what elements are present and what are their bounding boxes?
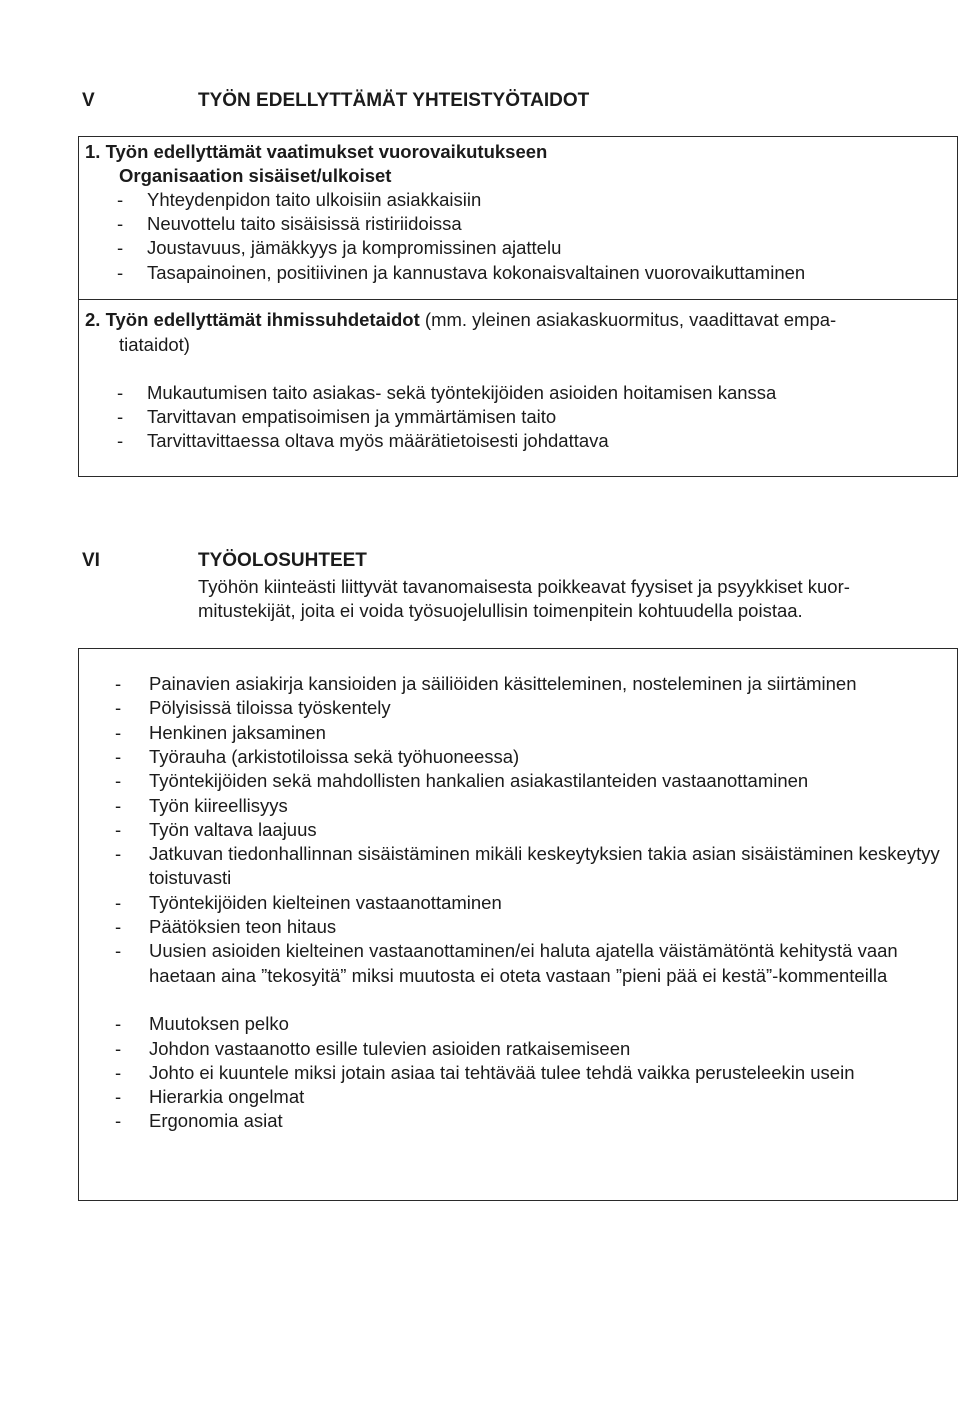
list-item-text: Henkinen jaksaminen bbox=[149, 721, 326, 743]
section-v-title: TYÖN EDELLYTTÄMÄT YHTEISTYÖTAIDOT bbox=[198, 90, 590, 111]
list-item: Mukautumisen taito asiakas- sekä työntekijöiden asioiden hoitamisen kanssa bbox=[147, 382, 777, 403]
part1-heading: 1. Työn edellyttämät vaatimukset vuorovaikutukseen bbox=[85, 141, 548, 162]
part2-heading-bold: 2. Työn edellyttämät ihmissuhdetaidot bbox=[85, 309, 420, 330]
list-bullet: - bbox=[115, 940, 122, 962]
list-bullet: - bbox=[117, 213, 124, 234]
interaction-requirements-box bbox=[78, 136, 958, 477]
list-item-text: Jatkuvan tiedonhallinnan sisäistäminen mikäli keskeytyksien takia asian sisäistäminen keskeytyy toistuvasti bbox=[149, 843, 940, 889]
list-bullet: - bbox=[117, 189, 124, 210]
list-bullet: - bbox=[115, 1061, 122, 1083]
list-item-text: Päätöksien teon hitaus bbox=[149, 916, 337, 937]
list-item-text: Työntekijöiden sekä mahdollisten hankalien asiakastilanteiden vastaanottaminen bbox=[149, 770, 809, 792]
list-bullet: - bbox=[115, 843, 122, 865]
list-bullet: - bbox=[117, 406, 124, 427]
list-bullet: - bbox=[117, 237, 124, 258]
list-item-text: Työntekijöiden kielteinen vastaanottaminen bbox=[149, 891, 502, 913]
list-item-text: Johdon vastaanotto esille tulevien asioiden ratkaisemiseen bbox=[149, 1037, 631, 1059]
list-item-text: Työn kiireellisyys bbox=[149, 794, 288, 816]
list-bullet: - bbox=[115, 745, 122, 767]
list-bullet: - bbox=[115, 1013, 122, 1035]
list-item-text: Ergonomia asiat bbox=[149, 1110, 283, 1132]
list-bullet: - bbox=[115, 697, 122, 719]
part2-heading-continuation: tiataidot) bbox=[119, 334, 190, 355]
list-item-text: Painavien asiakirja kansioiden ja säiliöiden käsitteleminen, nosteleminen ja siirtäminen bbox=[149, 673, 857, 694]
section-vi-description-line2: mitustekijät, joita ei voida työsuojelullisin toimenpitein kohtuudella poistaa. bbox=[198, 600, 803, 621]
list-item-text: Johto ei kuuntele miksi jotain asiaa tai tehtävää tulee tehdä vaikka perusteleekin usein bbox=[149, 1061, 855, 1083]
list-item: Tasapainoinen, positiivinen ja kannustava kokonaisvaltainen vuorovaikuttaminen bbox=[147, 262, 806, 283]
list-bullet: - bbox=[115, 721, 122, 743]
list-bullet: - bbox=[115, 673, 122, 694]
list-item-text: Työrauha (arkistotiloissa sekä työhuoneessa) bbox=[149, 745, 520, 767]
section-v-number: V bbox=[82, 90, 95, 111]
section-vi-description-line1: Työhön kiinteästi liittyvät tavanomaisesta poikkeavat fyysiset ja psyykkiset kuor- bbox=[198, 576, 850, 597]
part2-heading-rest: (mm. yleinen asiakaskuormitus, vaadittavat empa- bbox=[419, 309, 837, 330]
list-item: Neuvottelu taito sisäisissä ristiriidoissa bbox=[147, 213, 462, 234]
list-bullet: - bbox=[117, 262, 124, 283]
section-vi-number: VI bbox=[82, 550, 100, 571]
list-item-text: Työn valtava laajuus bbox=[149, 818, 317, 840]
list-bullet: - bbox=[115, 1110, 122, 1132]
section-vi-title: TYÖOLOSUHTEET bbox=[198, 550, 367, 571]
list-bullet: - bbox=[115, 818, 122, 840]
list-item-text: Muutoksen pelko bbox=[149, 1013, 289, 1035]
list-bullet: - bbox=[115, 916, 122, 937]
list-bullet: - bbox=[115, 1037, 122, 1059]
list-item-text: Uusien asioiden kielteinen vastaanottaminen/ei haluta ajatella väistämätöntä kehitystä vaan haetaan aina ”tekosyitä” miksi muutosta ei oteta vastaan ”pieni pää ei kestä”-kommenteilla bbox=[149, 940, 898, 986]
list-bullet: - bbox=[115, 770, 122, 792]
box-divider bbox=[79, 299, 957, 300]
list-bullet: - bbox=[115, 794, 122, 816]
list-bullet: - bbox=[115, 891, 122, 913]
list-bullet: - bbox=[117, 382, 124, 403]
working-conditions-box bbox=[78, 648, 958, 1201]
list-item-text: Pölyisissä tiloissa työskentely bbox=[149, 697, 391, 719]
part2-heading bbox=[85, 308, 836, 332]
list-item: Yhteydenpidon taito ulkoisiin asiakkaisiin bbox=[147, 189, 482, 210]
list-item: Joustavuus, jämäkkyys ja kompromissinen ajattelu bbox=[147, 237, 562, 258]
list-item-text: Hierarkia ongelmat bbox=[149, 1086, 305, 1108]
list-item: Tarvittavan empatisoimisen ja ymmärtämisen taito bbox=[147, 406, 557, 427]
part1-subheading: Organisaation sisäiset/ulkoiset bbox=[119, 165, 392, 186]
list-bullet: - bbox=[115, 1086, 122, 1108]
list-bullet: - bbox=[117, 430, 124, 451]
list-item: Tarvittavittaessa oltava myös määrätietoisesti johdattava bbox=[147, 430, 609, 451]
